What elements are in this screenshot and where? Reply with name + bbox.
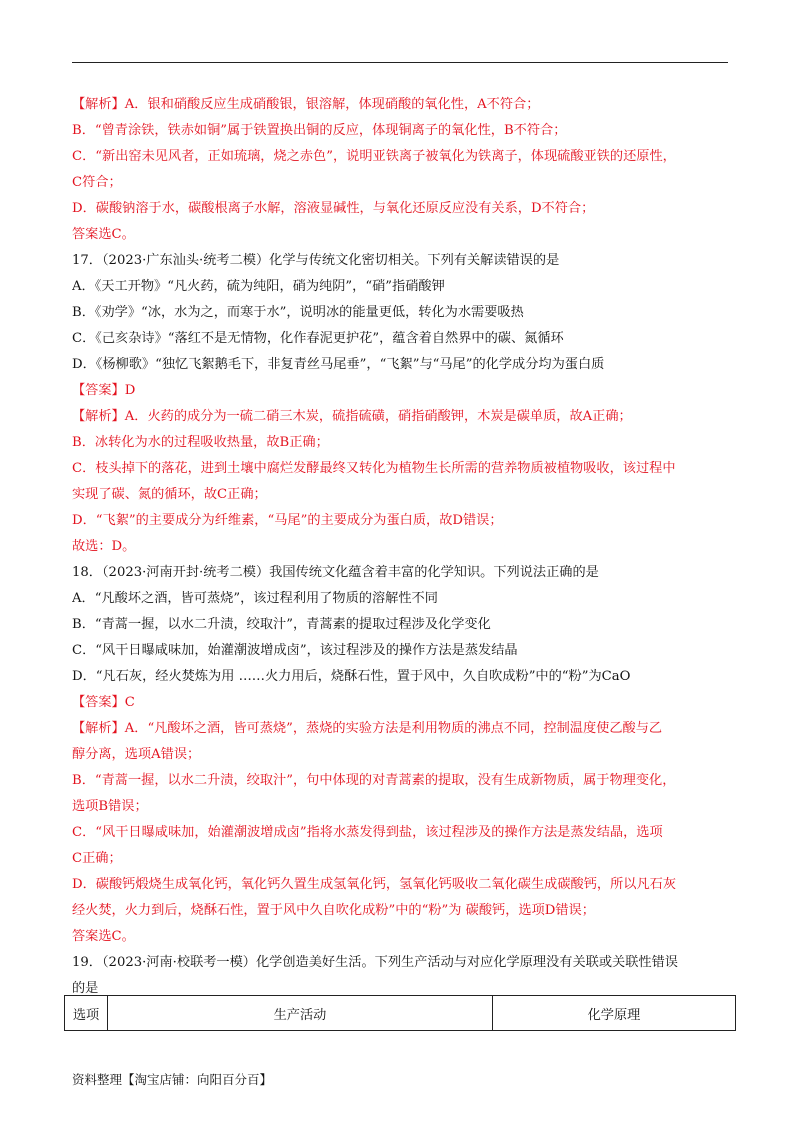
- header-rule: [72, 62, 728, 63]
- text-line: 【解析】A．银和硝酸反应生成硝酸银，银溶解，体现硝酸的氧化性，A不符合；: [72, 97, 540, 112]
- text-line: D．碳酸钙煅烧生成氧化钙，氧化钙久置生成氢氧化钙，氢氧化钙吸收二氧化碳生成碳酸钙，所以凡石灰: [72, 877, 677, 892]
- text-line: 实现了碳、氮的循环，故C正确；: [72, 487, 267, 502]
- text-line: C．枝头掉下的落花，进到土壤中腐烂发酵最终又转化为植物生长所需的营养物质被植物吸收，该过程中: [72, 461, 676, 476]
- text-line: D．《杨柳歌》“独忆飞絮鹅毛下，非复青丝马尾垂”，“飞絮”与“马尾”的化学成分均为蛋白质: [72, 357, 605, 372]
- text-line: 【答案】C: [72, 695, 135, 710]
- text-line: C正确；: [72, 851, 122, 866]
- text-line: 选项B错误；: [72, 799, 148, 814]
- table-header-option: 选项: [65, 996, 108, 1031]
- text-line: 答案选C。: [72, 227, 135, 242]
- text-line: B．“青蒿一握，以水二升渍，绞取汁”，青蒿素的提取过程涉及化学变化: [72, 617, 491, 632]
- text-line: C．“风干日曝咸味加，始灌潮波增成卤”指将水蒸发得到盐，该过程涉及的操作方法是蒸发结晶，选项: [72, 825, 663, 840]
- text-line: 【答案】D: [72, 383, 136, 398]
- text-line: 17．（2023·广东汕头·统考二模）化学与传统文化密切相关。下列有关解读错误的是: [72, 253, 560, 268]
- text-line: D．“飞絮”的主要成分为纤维素，“马尾”的主要成分为蛋白质，故D错误；: [72, 513, 503, 528]
- text-line: B．“曾青涂铁，铁赤如铜”属于铁置换出铜的反应，体现铜离子的氧化性，B不符合；: [72, 123, 567, 138]
- footer-source: 资料整理【淘宝店铺：向阳百分百】: [72, 1072, 273, 1087]
- text-line: B．冰转化为水的过程吸收热量，故B正确；: [72, 435, 329, 450]
- text-line: A．《天工开物》“凡火药，硫为纯阳，硝为纯阴”，“硝”指硝酸钾: [72, 279, 445, 294]
- text-line: C．《己亥杂诗》“落红不是无情物，化作春泥更护花”，蕴含着自然界中的碳、氮循环: [72, 331, 564, 346]
- text-line: 【解析】A．火药的成分为一硫二硝三木炭，硫指硫磺，硝指硝酸钾，木炭是碳单质，故A正确；: [72, 409, 632, 424]
- text-line: 经火焚，火力到后，烧酥石性，置于风中久自吹化成粉”中的“粉”为 碳酸钙，选项D错误；: [72, 903, 595, 918]
- text-line: 19．（2023·河南·校联考一模）化学创造美好生活。下列生产活动与对应化学原理没有关联或关联性错误: [72, 955, 678, 970]
- text-line: 醇分离，选项A错误；: [72, 747, 201, 762]
- text-line: C符合；: [72, 175, 122, 190]
- document-body: [72, 92, 728, 1002]
- text-line: D．“凡石灰，经火焚炼为用 ……火力用后，烧酥石性，置于风中，久自吹成粉”中的“粉”为CaO: [72, 669, 631, 684]
- text-line: 故选：D。: [72, 539, 136, 554]
- text-line: B．《劝学》“冰，水为之，而寒于水”，说明冰的能量更低，转化为水需要吸热: [72, 305, 524, 320]
- text-line: A．“凡酸坏之酒，皆可蒸烧”，该过程利用了物质的溶解性不同: [72, 591, 438, 606]
- table-header-principle: 化学原理: [493, 996, 736, 1031]
- table-header-row: [65, 996, 736, 1031]
- text-line: C．“新出窑未见风者，正如琉璃，烧之赤色”，说明亚铁离子被氧化为铁离子，体现硫酸亚铁的还原性，: [72, 149, 676, 164]
- text-line: 的是: [72, 981, 99, 996]
- text-line: 答案选C。: [72, 929, 135, 944]
- text-line: 【解析】A．“凡酸坏之酒，皆可蒸烧”，蒸烧的实验方法是利用物质的沸点不同，控制温度使乙酸与乙: [72, 721, 663, 736]
- text-line: C．“风干日曝咸味加，始灌潮波增成卤”，该过程涉及的操作方法是蒸发结晶: [72, 643, 518, 658]
- options-table: [64, 995, 736, 1031]
- table-header-activity: 生产活动: [108, 996, 493, 1031]
- text-line: B．“青蒿一握，以水二升渍，绞取汁”，句中体现的对青蒿素的提取，没有生成新物质，属于物理变化，: [72, 773, 676, 788]
- text-line: D．碳酸钠溶于水，碳酸根离子水解，溶液显碱性，与氧化还原反应没有关系，D不符合；: [72, 201, 595, 216]
- text-line: 18．（2023·河南开封·统考二模）我国传统文化蕴含着丰富的化学知识。下列说法正确的是: [72, 565, 599, 580]
